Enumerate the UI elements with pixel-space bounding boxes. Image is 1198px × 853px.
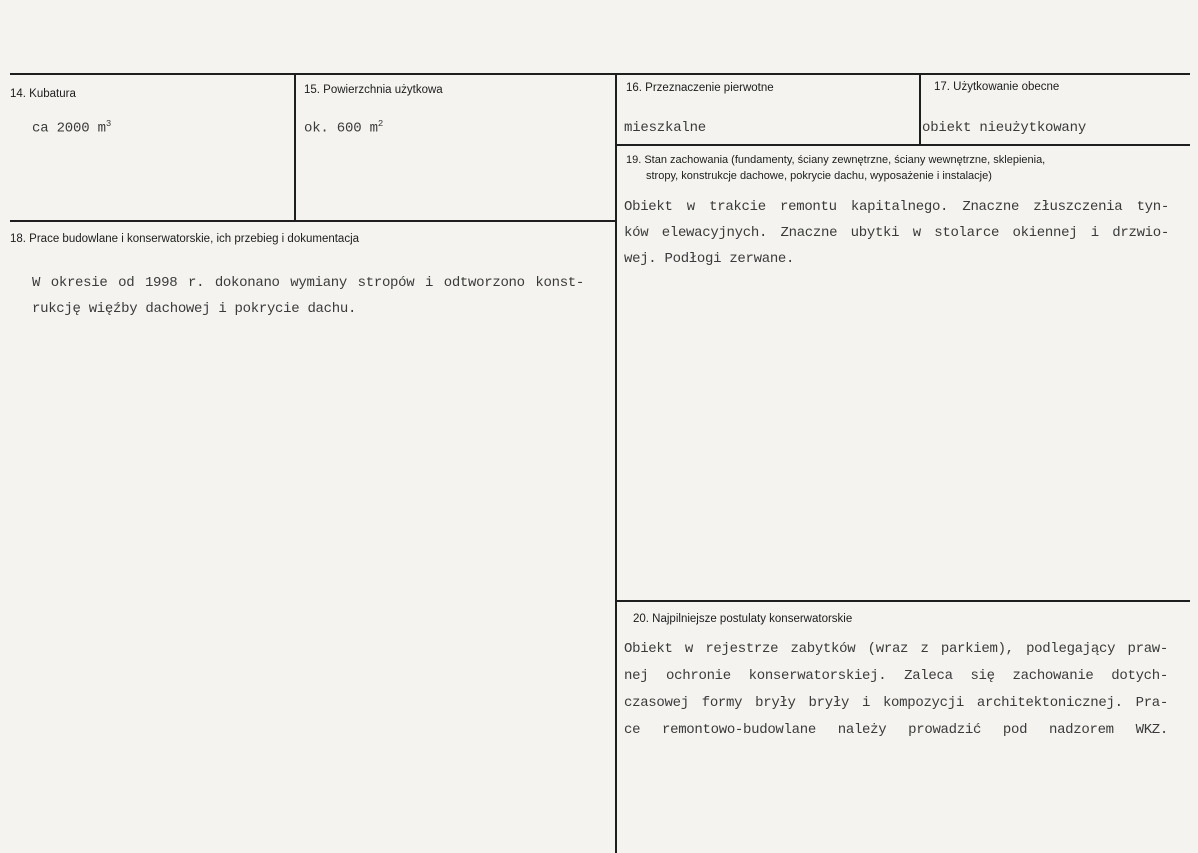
rule-16-17-bottom [616, 144, 1190, 146]
field-19-line-2: ków elewacyjnych. Znaczne ubytki w stolarce okiennej i drzwio- [624, 225, 1169, 241]
field-15-value [304, 119, 383, 137]
field-20-text [624, 636, 1168, 744]
rule-14-15-bottom [10, 220, 616, 222]
field-20-label: 20. Najpilniejsze postulaty konserwatorskie [633, 613, 853, 625]
field-16-label: 16. Przeznaczenie pierwotne [626, 82, 774, 94]
field-19-text [624, 194, 1169, 272]
field-20-line-2: nej ochronie konserwatorskiej. Zaleca się zachowanie dotych- [624, 668, 1168, 684]
field-18-line-2: rukcję więźby dachowej i pokrycie dachu. [32, 301, 357, 317]
divider-16-17 [919, 75, 921, 145]
field-19-label-line-1: 19. Stan zachowania (fundamenty, ściany zewnętrzne, ściany wewnętrzne, sklepienia, [626, 154, 1046, 166]
field-20-line-1: Obiekt w rejestrze zabytków (wraz z parkiem), podlegający praw- [624, 641, 1168, 657]
field-14-superscript: 3 [105, 119, 112, 129]
field-15-superscript: 2 [377, 119, 384, 129]
main-vertical-divider [615, 75, 617, 853]
field-20-line-3: czasowej formy bryły bryły i kompozycji architektonicznej. Pra- [624, 695, 1168, 711]
field-18-label: 18. Prace budowlane i konserwatorskie, ich przebieg i dokumentacja [10, 233, 360, 245]
field-19-label [626, 152, 1045, 184]
rule-19-bottom [616, 600, 1190, 602]
top-rule [10, 73, 1190, 75]
field-18-text [32, 270, 584, 322]
field-18-line-1: W okresie od 1998 r. dokonano wymiany stropów i odtworzono konst- [32, 275, 584, 291]
field-15-label: 15. Powierzchnia użytkowa [304, 84, 443, 96]
field-14-value-text: ca 2000 m [32, 120, 106, 137]
field-14-label: 14. Kubatura [10, 88, 76, 100]
field-17-label: 17. Użytkowanie obecne [934, 81, 1060, 93]
field-15-value-text: ok. 600 m [304, 120, 378, 137]
field-17-value: obiekt nieużytkowany [922, 120, 1087, 136]
field-19-line-3: wej. Podłogi zerwane. [624, 251, 795, 267]
field-14-value [32, 119, 111, 137]
field-19-line-1: Obiekt w trakcie remontu kapitalnego. Znaczne złuszczenia tyn- [624, 199, 1169, 215]
divider-14-15 [294, 75, 296, 221]
field-16-value: mieszkalne [624, 120, 707, 136]
field-19-label-line-2: stropy, konstrukcje dachowe, pokrycie dachu, wyposażenie i instalacje) [646, 170, 992, 182]
field-20-line-4: ce remontowo-budowlane należy prowadzić pod nadzorem WKZ. [624, 722, 1168, 738]
